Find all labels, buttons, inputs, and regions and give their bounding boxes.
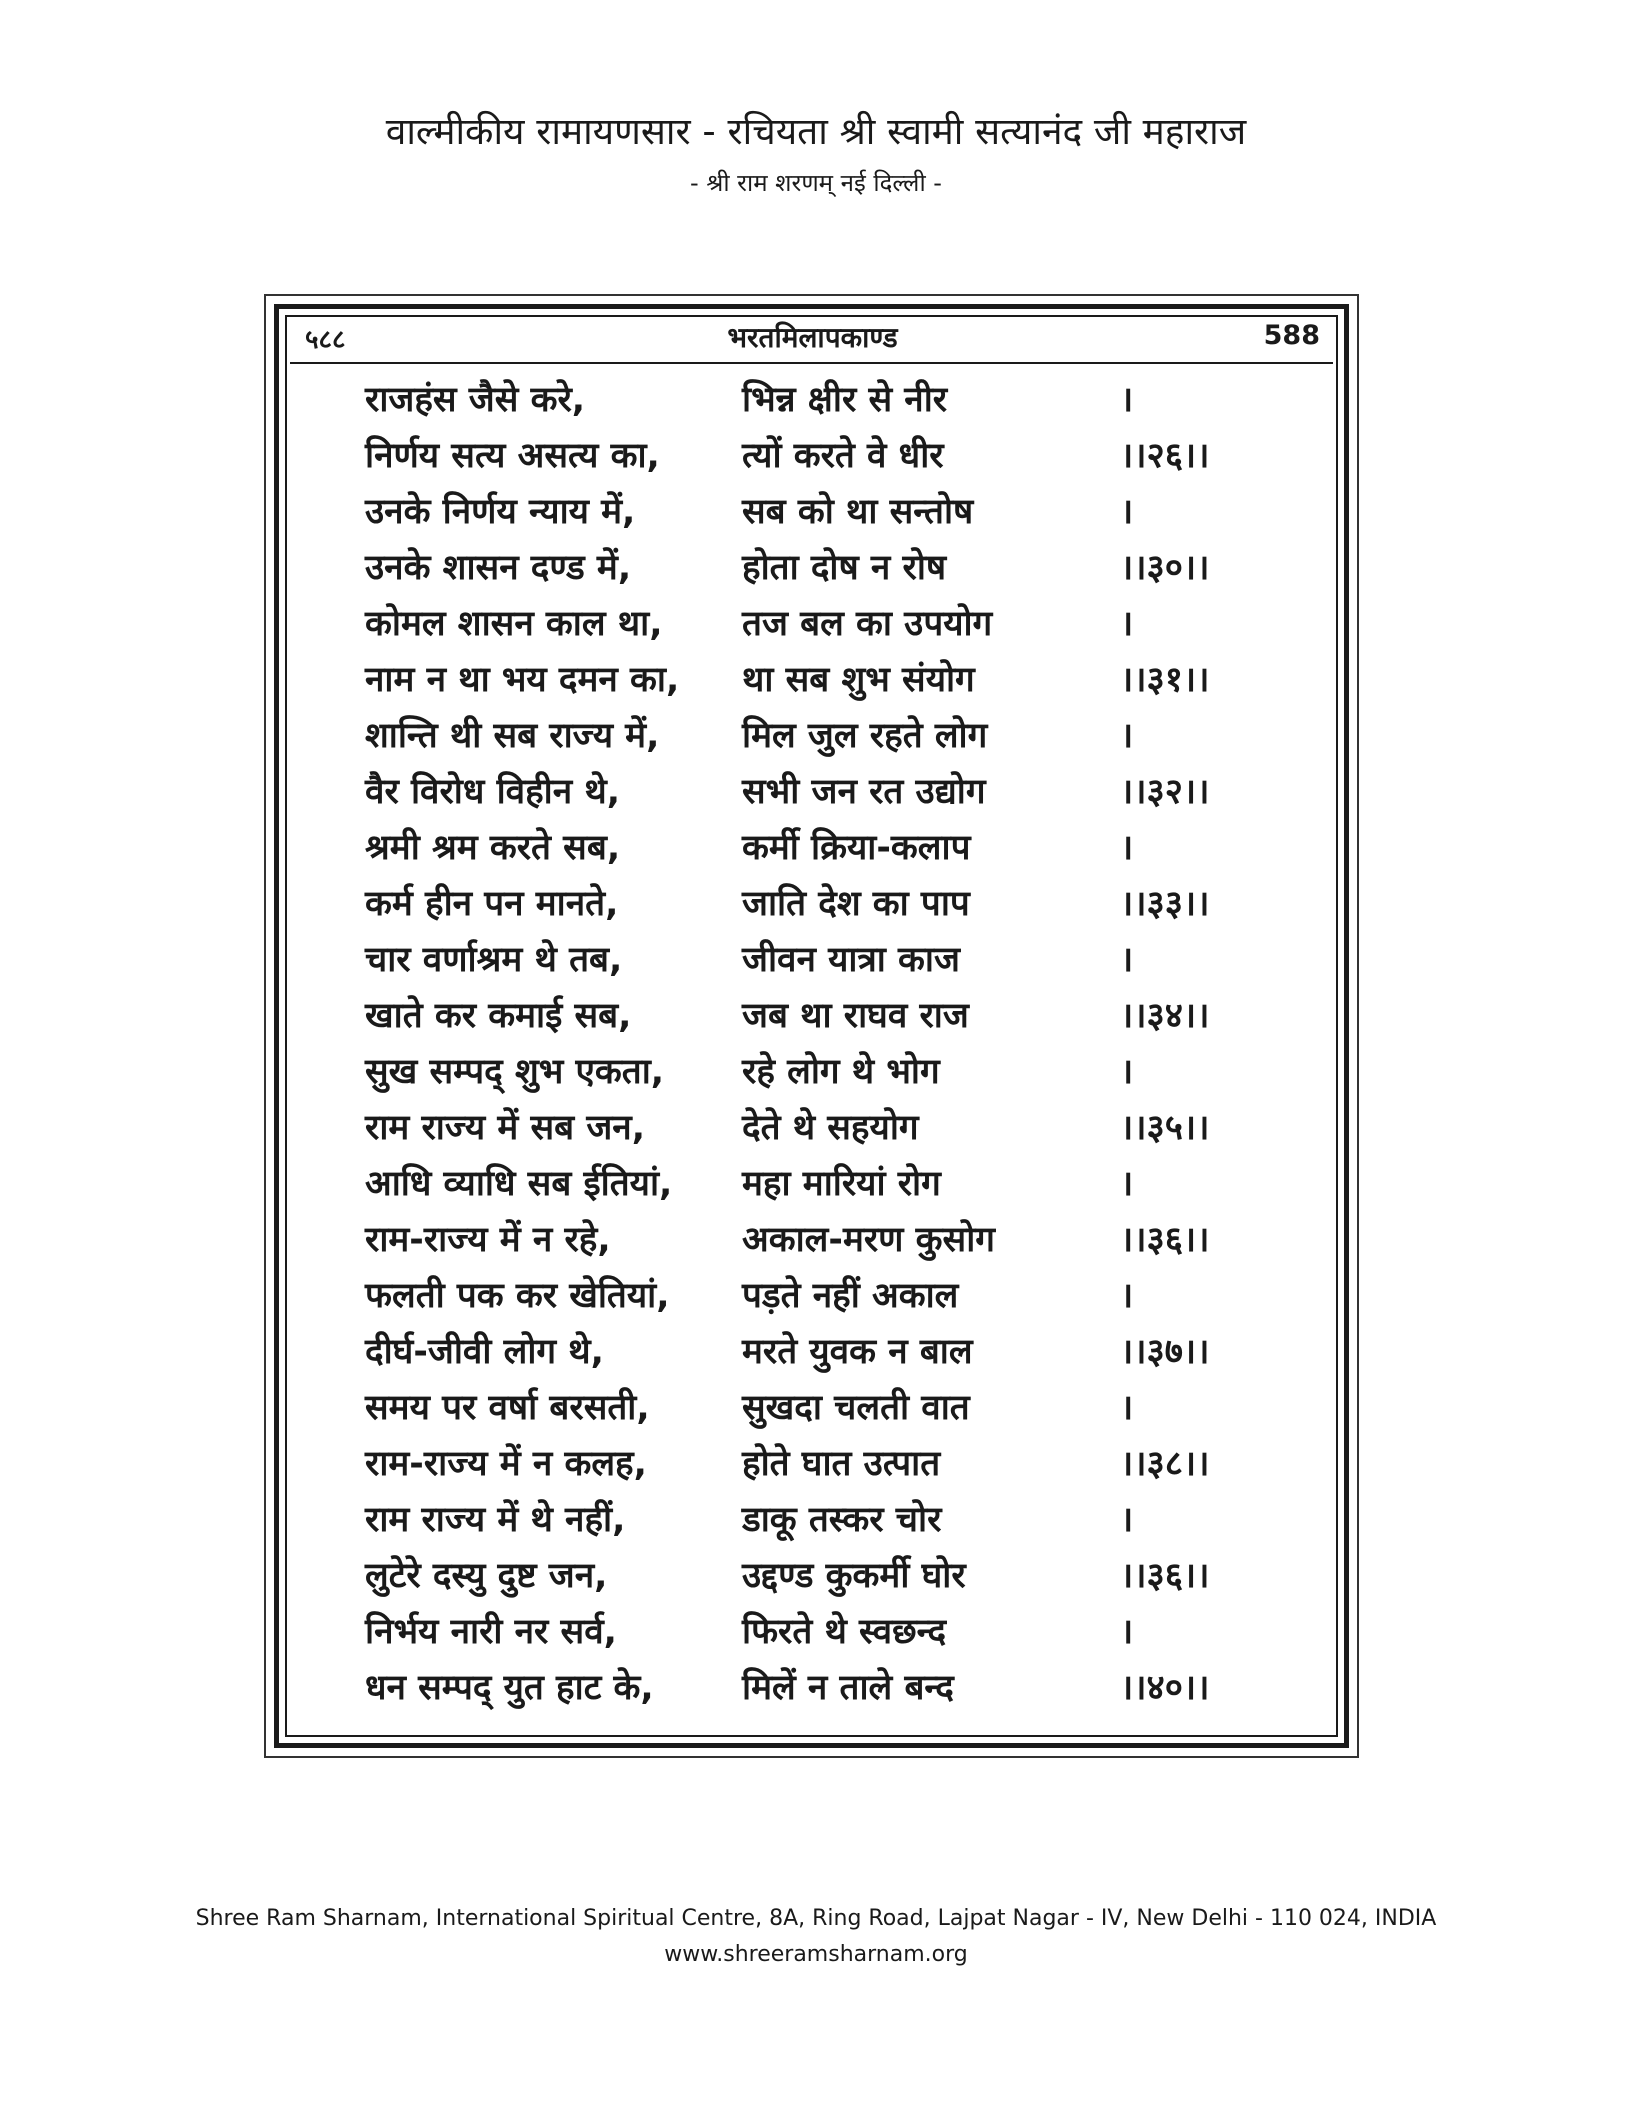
section-title: भरतमिलापकाण्ड bbox=[727, 321, 898, 354]
verse-end: । bbox=[1120, 492, 1134, 532]
document-subtitle: - श्री राम शरणम् नई दिल्ली - bbox=[690, 169, 942, 197]
page-header bbox=[305, 316, 1320, 364]
verse-line bbox=[0, 1100, 1632, 1156]
verse-line bbox=[0, 596, 1632, 652]
verse-end: ।।३६।। bbox=[1120, 1556, 1210, 1596]
verse-line bbox=[0, 932, 1632, 988]
verse-line bbox=[0, 988, 1632, 1044]
verse-end: । bbox=[1120, 1612, 1134, 1652]
verse-right: तज बल का उपयोग bbox=[742, 604, 993, 644]
verse-end: । bbox=[1120, 1388, 1134, 1428]
verse-line bbox=[0, 1156, 1632, 1212]
verse-left: राम राज्य में सब जन, bbox=[365, 1108, 646, 1148]
verse-left: कर्म हीन पन मानते, bbox=[365, 884, 619, 924]
verse-end: । bbox=[1120, 1500, 1134, 1540]
verse-end: ।।३३।। bbox=[1120, 884, 1210, 924]
verse-end: ।।३८।। bbox=[1120, 1444, 1210, 1484]
verse-line bbox=[0, 652, 1632, 708]
verse-left: खाते कर कमाई सब, bbox=[365, 996, 632, 1036]
verse-left: निर्णय सत्य असत्य का, bbox=[365, 436, 660, 476]
verse-left: उनके निर्णय न्याय में, bbox=[365, 492, 636, 532]
verse-right: महा मारियां रोग bbox=[742, 1164, 941, 1204]
verse-end: ।।३६।। bbox=[1120, 1220, 1210, 1260]
verse-left: कोमल शासन काल था, bbox=[365, 604, 663, 644]
verse-left: राम-राज्य में न रहे, bbox=[365, 1220, 611, 1260]
verse-left: नाम न था भय दमन का, bbox=[365, 660, 680, 700]
verse-right: सब को था सन्तोष bbox=[742, 492, 974, 532]
verse-line bbox=[0, 876, 1632, 932]
verse-left: धन सम्पद् युत हाट के, bbox=[365, 1668, 654, 1708]
verse-line bbox=[0, 372, 1632, 428]
verse-end: ।।३०।। bbox=[1120, 548, 1210, 588]
verse-end: । bbox=[1120, 940, 1134, 980]
verse-right: पड़ते नहीं अकाल bbox=[742, 1276, 959, 1316]
verse-end: ।।३१।। bbox=[1120, 660, 1210, 700]
verse-line bbox=[0, 820, 1632, 876]
verse-right: उद्दण्ड कुकर्मी घोर bbox=[742, 1556, 966, 1596]
header-divider bbox=[290, 362, 1333, 364]
verse-left: श्रमी श्रम करते सब, bbox=[365, 828, 621, 868]
verse-line bbox=[0, 1268, 1632, 1324]
verse-right: सुखदा चलती वात bbox=[742, 1388, 970, 1428]
verse-line bbox=[0, 1044, 1632, 1100]
verse-end: ।।४०।। bbox=[1120, 1668, 1210, 1708]
verse-line bbox=[0, 540, 1632, 596]
verse-left: दीर्घ-जीवी लोग थे, bbox=[365, 1332, 604, 1372]
verse-left: राजहंस जैसे करे, bbox=[365, 380, 586, 420]
page-number-latin: 588 bbox=[1263, 320, 1320, 351]
document-title: वाल्मीकीय रामायणसार - रचियता श्री स्वामी सत्यानंद जी महाराज bbox=[385, 110, 1247, 153]
footer-address: Shree Ram Sharnam, International Spiritual Centre, 8A, Ring Road, Lajpat Nagar - IV, New Delhi - 110 024, INDIA bbox=[195, 1906, 1437, 1931]
verse-left: सुख सम्पद् शुभ एकता, bbox=[365, 1052, 665, 1092]
verse-left: वैर विरोध विहीन थे, bbox=[365, 772, 621, 812]
verse-end: ।।३५।। bbox=[1120, 1108, 1210, 1148]
verse-line bbox=[0, 484, 1632, 540]
verse-right: मिलें न ताले बन्द bbox=[742, 1668, 954, 1708]
verse-right: भिन्न क्षीर से नीर bbox=[742, 380, 948, 420]
verse-right: फिरते थे स्वछन्द bbox=[742, 1612, 947, 1652]
verse-end: ।।३२।। bbox=[1120, 772, 1210, 812]
verse-end: ।।३४।। bbox=[1120, 996, 1210, 1036]
verse-left: राम राज्य में थे नहीं, bbox=[365, 1500, 626, 1540]
verse-end: । bbox=[1120, 1164, 1134, 1204]
verse-line bbox=[0, 1324, 1632, 1380]
verse-right: अकाल-मरण कुसोग bbox=[742, 1220, 995, 1260]
verse-right: त्यों करते वे धीर bbox=[742, 436, 944, 476]
verse-right: जब था राघव राज bbox=[742, 996, 969, 1036]
verse-left: उनके शासन दण्ड में, bbox=[365, 548, 632, 588]
verse-left: समय पर वर्षा बरसती, bbox=[365, 1388, 650, 1428]
verse-left: आधि व्याधि सब ईतियां, bbox=[365, 1164, 673, 1204]
verse-end: ।।३७।। bbox=[1120, 1332, 1210, 1372]
verse-line bbox=[0, 428, 1632, 484]
verse-end: । bbox=[1120, 828, 1134, 868]
verse-end: । bbox=[1120, 1276, 1134, 1316]
verse-left: चार वर्णाश्रम थे तब, bbox=[365, 940, 623, 980]
verse-right: देते थे सहयोग bbox=[742, 1108, 919, 1148]
verse-right: होते घात उत्पात bbox=[742, 1444, 941, 1484]
footer-website: www.shreeramsharnam.org bbox=[664, 1942, 968, 1967]
verse-left: शान्ति थी सब राज्य में, bbox=[365, 716, 660, 756]
verse-end: । bbox=[1120, 604, 1134, 644]
verse-end: । bbox=[1120, 380, 1134, 420]
verse-line bbox=[0, 1660, 1632, 1716]
verse-right: सभी जन रत उद्योग bbox=[742, 772, 986, 812]
verse-right: मरते युवक न बाल bbox=[742, 1332, 973, 1372]
verse-line bbox=[0, 1212, 1632, 1268]
verse-right: कर्मी क्रिया-कलाप bbox=[742, 828, 971, 868]
verse-end: । bbox=[1120, 1052, 1134, 1092]
verse-left: फलती पक कर खेतियां, bbox=[365, 1276, 670, 1316]
verse-line bbox=[0, 764, 1632, 820]
verse-left: राम-राज्य में न कलह, bbox=[365, 1444, 647, 1484]
verse-right: था सब शुभ संयोग bbox=[742, 660, 975, 700]
verse-right: डाकू तस्कर चोर bbox=[742, 1500, 942, 1540]
verse-left: लुटेरे दस्यु दुष्ट जन, bbox=[365, 1556, 608, 1596]
verse-right: जाति देश का पाप bbox=[742, 884, 970, 924]
verse-list bbox=[0, 372, 1632, 1716]
verse-right: होता दोष न रोष bbox=[742, 548, 947, 588]
verse-end: । bbox=[1120, 716, 1134, 756]
page-number-devanagari: ५८८ bbox=[305, 325, 346, 355]
verse-line bbox=[0, 1492, 1632, 1548]
verse-left: निर्भय नारी नर सर्व, bbox=[365, 1612, 617, 1652]
verse-end: ।।२६।। bbox=[1120, 436, 1210, 476]
verse-line bbox=[0, 1436, 1632, 1492]
verse-line bbox=[0, 1548, 1632, 1604]
verse-right: मिल जुल रहते लोग bbox=[742, 716, 988, 756]
verse-line bbox=[0, 1380, 1632, 1436]
verse-line bbox=[0, 708, 1632, 764]
verse-right: जीवन यात्रा काज bbox=[742, 940, 960, 980]
verse-line bbox=[0, 1604, 1632, 1660]
verse-right: रहे लोग थे भोग bbox=[742, 1052, 940, 1092]
